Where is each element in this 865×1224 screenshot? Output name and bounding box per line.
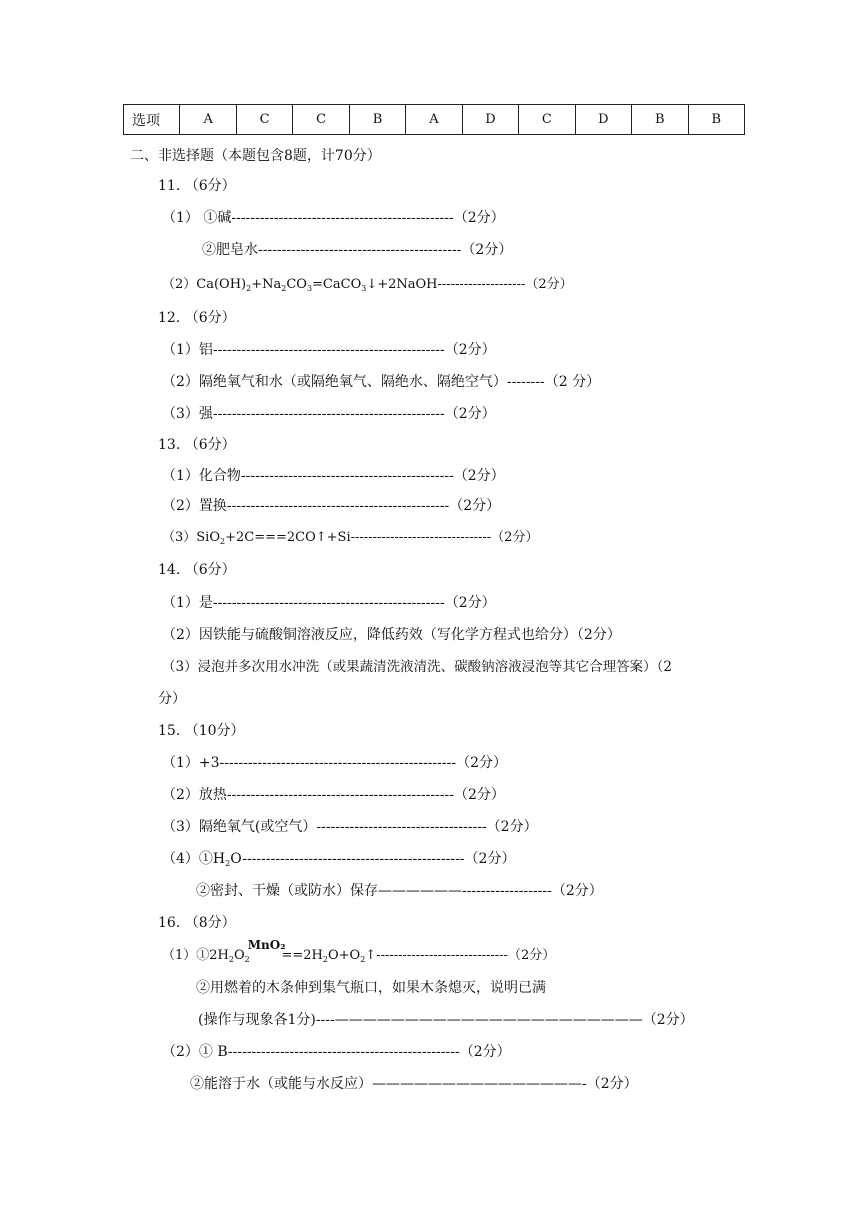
- q16-heading: 16. （8分）: [158, 915, 236, 931]
- subscript: 2: [225, 859, 231, 868]
- subscript: 2: [244, 955, 250, 964]
- q11-eq-part: CO: [286, 277, 307, 292]
- answer-cell-9: B: [632, 105, 688, 135]
- answer-cell-10: B: [688, 105, 744, 135]
- q16-answer-5: ②能溶于水（或能与水反应）———————————————-（2分）: [190, 1076, 638, 1092]
- q15-answer-3: （3）隔绝氧气(或空气）------------------------------------（2分）: [162, 819, 538, 835]
- q16-eq-part: ↑------------------------------（2分）: [365, 948, 556, 963]
- q15-heading: 15. （10分）: [158, 723, 245, 739]
- section-title: 二、非选择题（本题包含8题，计70分）: [130, 148, 381, 164]
- q16-answer-equation: [162, 938, 556, 970]
- answer-cell-1: A: [180, 105, 236, 135]
- q14-answer-2: （2）因铁能与硫酸铜溶液反应，降低药效（写化学方程式也给分）（2分）: [162, 627, 621, 643]
- subscript: 3: [306, 284, 313, 293]
- q12-answer-2: （2）隔绝氧气和水（或隔绝氧气、隔绝水、隔绝空气）--------（2 分）: [162, 374, 601, 390]
- q11-answer-1: （1） ①碱-----------------------------------------------（2分）: [162, 210, 505, 226]
- q14-answer-3-cont: 分）: [158, 691, 186, 707]
- q15-answer-4: [162, 849, 515, 874]
- q13-answer-equation: [162, 528, 538, 552]
- subscript: 2: [246, 284, 252, 293]
- q12-answer-3: （3）强-------------------------------------------------（2分）: [162, 406, 496, 422]
- q13-answer-2: （2）置换-----------------------------------------------（2分）: [162, 498, 501, 514]
- q11-answer-2: ②肥皂水-------------------------------------------（2分）: [202, 242, 513, 258]
- q16-eq-part: O: [233, 948, 245, 963]
- q13-heading: 13. （6分）: [158, 437, 236, 453]
- answer-table-header: 选项: [124, 105, 180, 135]
- subscript: 2: [281, 284, 287, 293]
- q12-answer-1: （1）铝-------------------------------------------------（2分）: [162, 342, 496, 358]
- answer-table: [123, 104, 745, 135]
- q15-answer-5: ②密封、干燥（或防水）保存——————-------------------（2分）: [196, 883, 603, 899]
- subscript: 2: [220, 537, 226, 546]
- answer-row: [124, 105, 745, 135]
- subscript: 3: [361, 284, 367, 293]
- answer-cell-8: D: [575, 105, 631, 135]
- q13-eq-part: （3）SiO: [162, 530, 220, 545]
- q14-heading: 14. （6分）: [158, 562, 236, 578]
- subscript: 2: [228, 955, 234, 964]
- answer-cell-3: C: [293, 105, 349, 135]
- catalyst-label: MnO₂: [247, 938, 286, 952]
- q11-eq-part: +Na: [251, 277, 282, 292]
- subscript: 2: [360, 955, 366, 964]
- q11-eq-part: =CaCO: [312, 277, 362, 292]
- q16-answer-4: （2）① B-------------------------------------------------（2分）: [162, 1044, 511, 1060]
- q14-answer-3: （3）浸泡并多次用水冲洗（或果蔬清洗液清洗、碳酸钠溶液浸泡等其它合理答案）（2: [162, 659, 672, 675]
- q11-eq-part: ↓+2NaOH--------------------（2分）: [366, 277, 573, 292]
- q13-eq-part: +2C===2CO↑+Si--------------------------------（2分）: [225, 530, 539, 545]
- answer-cell-6: D: [462, 105, 518, 135]
- answer-cell-2: C: [236, 105, 292, 135]
- answer-cell-5: A: [406, 105, 462, 135]
- q11-heading: 11. （6分）: [158, 178, 236, 194]
- subscript: 2: [322, 955, 328, 964]
- q15-eq-part: （4）①H: [162, 851, 226, 867]
- q13-answer-1: （1）化合物---------------------------------------------（2分）: [162, 468, 505, 484]
- q15-answer-2: （2）放热------------------------------------------------（2分）: [162, 787, 505, 803]
- q16-eq-part: ==2H: [281, 948, 323, 963]
- q16-answer-2: ②用燃着的木条伸到集气瓶口，如果木条熄灭，说明已满: [196, 980, 546, 996]
- q12-heading: 12. （6分）: [158, 310, 236, 326]
- q15-eq-part: O-----------------------------------------------（2分）: [230, 851, 516, 867]
- q16-eq-part: O+O: [327, 948, 361, 963]
- q16-answer-3: (操作与现象各1分)----——————————————————————（2分）: [198, 1012, 694, 1028]
- q16-eq-part: （1）①2H: [162, 948, 229, 963]
- answer-cell-4: B: [349, 105, 405, 135]
- q15-answer-1: （1）+3--------------------------------------------------（2分）: [162, 755, 507, 771]
- answer-cell-7: C: [519, 105, 575, 135]
- q11-eq-part: （2）Ca(OH): [162, 277, 247, 292]
- q14-answer-1: （1）是-------------------------------------------------（2分）: [162, 595, 496, 611]
- q11-answer-equation: [162, 275, 573, 299]
